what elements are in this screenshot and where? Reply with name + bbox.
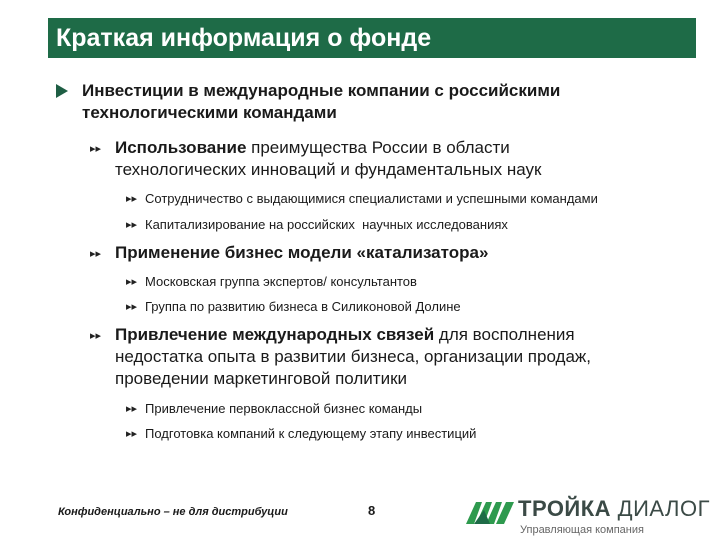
section-2-item-1: Московская группа экспертов/ консультантов [145,274,417,289]
company-logo [466,494,711,538]
double-arrow-icon: ▸▸ [126,403,138,415]
section-1-heading-rest: преимущества России в области технологических инноваций и фундаментальных наук [115,138,542,179]
section-3-item-1: Привлечение первоклассной бизнес команды [145,401,423,416]
double-arrow-icon: ▸▸ [126,276,138,288]
section-1-item-2: Капитализирование на российских научных исследованиях [145,217,508,232]
section-3-heading-rest: для восполнения недостатка опыта в развитии бизнеса, организации продаж, проведении маркетинговой политики [115,325,591,388]
section-1-item-1: Сотрудничество с выдающимися специалистами и успешными командами [145,191,598,206]
double-arrow-icon: ▸▸ [126,301,138,313]
page-number: 8 [368,503,376,518]
logo-mark-icon [466,496,516,526]
section-2-item-2: Группа по развитию бизнеса в Силиконовой Долине [145,299,461,314]
double-arrow-icon: ▸▸ [126,193,138,205]
section-1-heading [115,137,615,181]
double-arrow-icon: ▸▸ [90,248,102,260]
section-3-heading-bold: Привлечение международных связей [115,325,435,344]
triangle-bullet-icon [56,84,68,98]
double-arrow-icon: ▸▸ [90,330,102,342]
double-arrow-icon: ▸▸ [126,219,138,231]
double-arrow-icon: ▸▸ [90,143,102,155]
logo-name [518,496,710,522]
title-bar [48,18,696,58]
section-2-heading [115,242,615,264]
double-arrow-icon: ▸▸ [126,428,138,440]
section-1-heading-bold: Использование [115,138,247,157]
section-3-item-2: Подготовка компаний к следующему этапу инвестиций [145,426,477,441]
logo-name-regular: ДИАЛОГ [611,496,711,521]
logo-subtitle: Управляющая компания [520,524,644,536]
confidential-note: Конфиденциально – не для дистрибуции [58,506,288,518]
section-3-heading [115,324,635,390]
logo-name-bold: ТРОЙКА [518,496,612,521]
main-point: Инвестиции в международные компании с российскими технологическими командами [82,81,561,122]
slide-title: Краткая информация о фонде [56,24,432,52]
section-2-heading-bold: Применение бизнес модели «катализатора» [115,243,489,262]
